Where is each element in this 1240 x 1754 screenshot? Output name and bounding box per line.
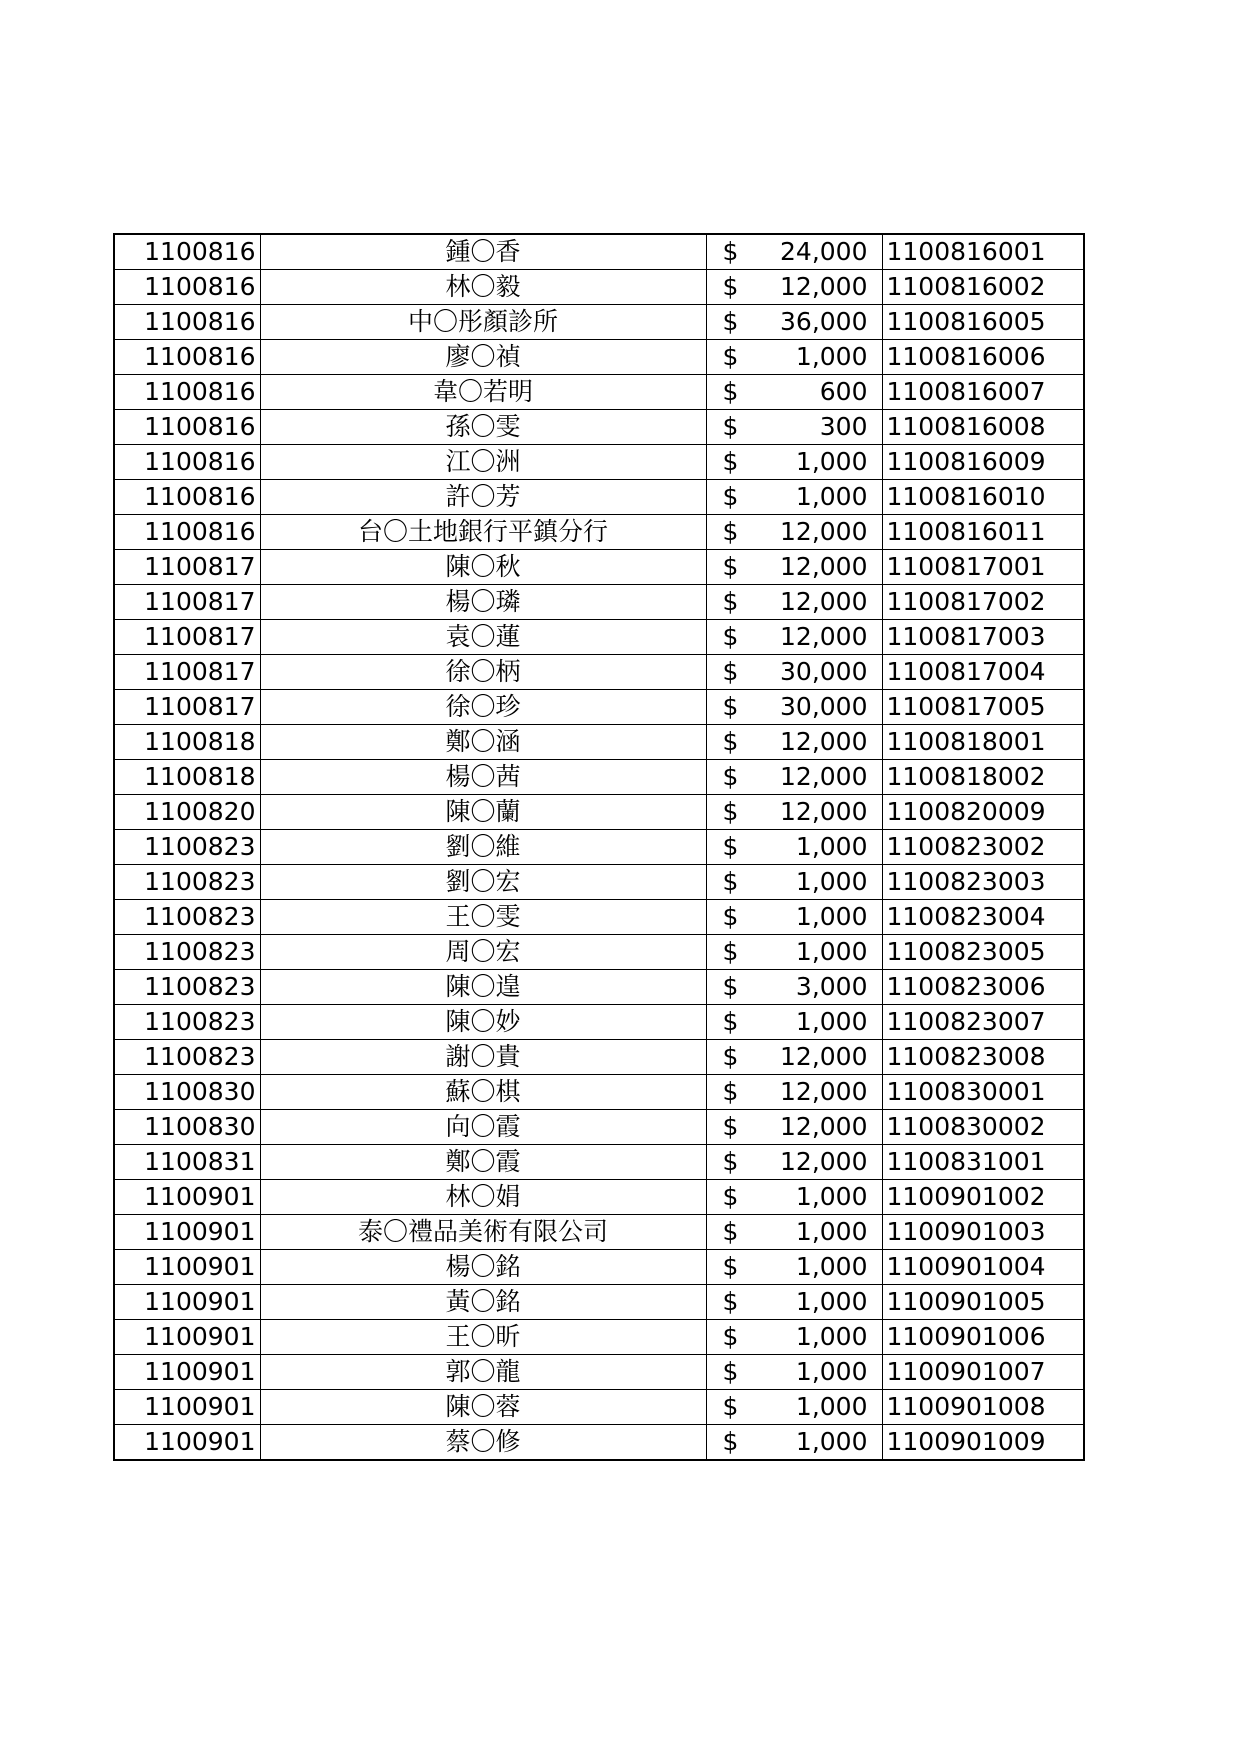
currency-symbol: $: [722, 517, 739, 546]
amount-cell: [706, 1215, 882, 1250]
donor-name-cell: 台〇土地銀行平鎮分行: [260, 515, 706, 550]
currency-symbol: $: [722, 937, 739, 966]
amount-cell: [706, 1075, 882, 1110]
currency-symbol: $: [722, 1182, 739, 1211]
amount-cell: [706, 375, 882, 410]
date-cell: 1100823: [114, 1040, 260, 1075]
currency-symbol: $: [722, 1217, 739, 1246]
receipt-number-cell: 1100823002: [882, 830, 1084, 865]
currency-symbol: $: [722, 237, 739, 266]
table-row: [114, 1250, 1084, 1285]
donor-name-cell: 郭〇龍: [260, 1355, 706, 1390]
amount-cell: [706, 1390, 882, 1425]
table-row: [114, 830, 1084, 865]
receipt-number-cell: 1100901009: [882, 1425, 1084, 1461]
currency-symbol: $: [722, 307, 739, 336]
amount-value: 1,000: [795, 447, 868, 476]
currency-symbol: $: [722, 552, 739, 581]
donor-name-cell: 廖〇禎: [260, 340, 706, 375]
amount-value: 30,000: [780, 657, 868, 686]
date-cell: 1100816: [114, 410, 260, 445]
amount-cell: [706, 305, 882, 340]
currency-symbol: $: [722, 1287, 739, 1316]
receipt-number-cell: 1100816002: [882, 270, 1084, 305]
amount-cell: [706, 900, 882, 935]
table-row: [114, 900, 1084, 935]
table-row: [114, 585, 1084, 620]
amount-value: 600: [819, 377, 868, 406]
amount-cell: [706, 760, 882, 795]
donor-name-cell: 陳〇遑: [260, 970, 706, 1005]
amount-cell: [706, 340, 882, 375]
table-row: [114, 1320, 1084, 1355]
date-cell: 1100818: [114, 760, 260, 795]
donor-name-cell: 江〇洲: [260, 445, 706, 480]
amount-cell: [706, 410, 882, 445]
receipt-number-cell: 1100816009: [882, 445, 1084, 480]
donor-name-cell: 徐〇珍: [260, 690, 706, 725]
amount-value: 1,000: [795, 1357, 868, 1386]
date-cell: 1100823: [114, 865, 260, 900]
currency-symbol: $: [722, 902, 739, 931]
table-row: [114, 620, 1084, 655]
receipt-number-cell: 1100823005: [882, 935, 1084, 970]
table-row: [114, 1180, 1084, 1215]
donor-name-cell: 袁〇蓮: [260, 620, 706, 655]
donor-name-cell: 孫〇雯: [260, 410, 706, 445]
currency-symbol: $: [722, 412, 739, 441]
date-cell: 1100816: [114, 445, 260, 480]
currency-symbol: $: [722, 762, 739, 791]
table-row: [114, 795, 1084, 830]
receipt-number-cell: 1100901007: [882, 1355, 1084, 1390]
amount-value: 1,000: [795, 1287, 868, 1316]
date-cell: 1100823: [114, 830, 260, 865]
receipt-number-cell: 1100818001: [882, 725, 1084, 760]
date-cell: 1100817: [114, 690, 260, 725]
amount-cell: [706, 1425, 882, 1461]
table-row: [114, 1285, 1084, 1320]
table-row: [114, 270, 1084, 305]
receipt-number-cell: 1100901004: [882, 1250, 1084, 1285]
amount-cell: [706, 445, 882, 480]
donor-name-cell: 黃〇銘: [260, 1285, 706, 1320]
amount-value: 12,000: [780, 272, 868, 301]
amount-cell: [706, 725, 882, 760]
receipt-number-cell: 1100818002: [882, 760, 1084, 795]
amount-cell: [706, 830, 882, 865]
donor-name-cell: 許〇芳: [260, 480, 706, 515]
date-cell: 1100816: [114, 375, 260, 410]
amount-cell: [706, 795, 882, 830]
amount-cell: [706, 1110, 882, 1145]
currency-symbol: $: [722, 1322, 739, 1351]
amount-cell: [706, 1005, 882, 1040]
amount-value: 12,000: [780, 517, 868, 546]
donor-name-cell: 中〇彤顏診所: [260, 305, 706, 340]
amount-value: 1,000: [795, 1007, 868, 1036]
date-cell: 1100816: [114, 340, 260, 375]
donor-name-cell: 韋〇若明: [260, 375, 706, 410]
date-cell: 1100817: [114, 550, 260, 585]
amount-cell: [706, 515, 882, 550]
receipt-number-cell: 1100817002: [882, 585, 1084, 620]
amount-value: 12,000: [780, 1077, 868, 1106]
currency-symbol: $: [722, 1042, 739, 1071]
donor-name-cell: 向〇霞: [260, 1110, 706, 1145]
donor-name-cell: 陳〇蘭: [260, 795, 706, 830]
amount-cell: [706, 1145, 882, 1180]
table-row: [114, 375, 1084, 410]
date-cell: 1100823: [114, 935, 260, 970]
donor-name-cell: 鄭〇涵: [260, 725, 706, 760]
amount-value: 1,000: [795, 937, 868, 966]
amount-value: 300: [819, 412, 868, 441]
receipt-number-cell: 1100816011: [882, 515, 1084, 550]
date-cell: 1100816: [114, 270, 260, 305]
currency-symbol: $: [722, 622, 739, 651]
amount-cell: [706, 550, 882, 585]
receipt-number-cell: 1100823008: [882, 1040, 1084, 1075]
currency-symbol: $: [722, 1392, 739, 1421]
amount-cell: [706, 970, 882, 1005]
amount-value: 1,000: [795, 1217, 868, 1246]
table-row: [114, 1145, 1084, 1180]
receipt-number-cell: 1100817005: [882, 690, 1084, 725]
receipt-number-cell: 1100816001: [882, 234, 1084, 270]
amount-cell: [706, 234, 882, 270]
donor-name-cell: 王〇雯: [260, 900, 706, 935]
amount-cell: [706, 620, 882, 655]
currency-symbol: $: [722, 1112, 739, 1141]
date-cell: 1100817: [114, 655, 260, 690]
table-row: [114, 1355, 1084, 1390]
amount-value: 1,000: [795, 1322, 868, 1351]
receipt-number-cell: 1100831001: [882, 1145, 1084, 1180]
table-row: [114, 1110, 1084, 1145]
donor-name-cell: 林〇娟: [260, 1180, 706, 1215]
donor-name-cell: 陳〇秋: [260, 550, 706, 585]
amount-value: 12,000: [780, 1147, 868, 1176]
table-row: [114, 340, 1084, 375]
date-cell: 1100818: [114, 725, 260, 760]
table-row: [114, 515, 1084, 550]
table-row: [114, 1425, 1084, 1461]
currency-symbol: $: [722, 832, 739, 861]
amount-cell: [706, 585, 882, 620]
currency-symbol: $: [722, 797, 739, 826]
table-row: [114, 234, 1084, 270]
currency-symbol: $: [722, 447, 739, 476]
date-cell: 1100823: [114, 970, 260, 1005]
currency-symbol: $: [722, 1147, 739, 1176]
table-row: [114, 1040, 1084, 1075]
donor-name-cell: 劉〇維: [260, 830, 706, 865]
amount-cell: [706, 1320, 882, 1355]
currency-symbol: $: [722, 1077, 739, 1106]
amount-value: 3,000: [795, 972, 868, 1001]
date-cell: 1100830: [114, 1075, 260, 1110]
receipt-number-cell: 1100823004: [882, 900, 1084, 935]
table-row: [114, 550, 1084, 585]
date-cell: 1100831: [114, 1145, 260, 1180]
currency-symbol: $: [722, 587, 739, 616]
amount-cell: [706, 1285, 882, 1320]
date-cell: 1100817: [114, 585, 260, 620]
receipt-number-cell: 1100901003: [882, 1215, 1084, 1250]
table-row: [114, 1215, 1084, 1250]
date-cell: 1100816: [114, 515, 260, 550]
receipt-number-cell: 1100816007: [882, 375, 1084, 410]
amount-value: 1,000: [795, 1427, 868, 1456]
donor-name-cell: 陳〇蓉: [260, 1390, 706, 1425]
donor-name-cell: 楊〇銘: [260, 1250, 706, 1285]
amount-cell: [706, 690, 882, 725]
amount-cell: [706, 655, 882, 690]
receipt-number-cell: 1100817004: [882, 655, 1084, 690]
currency-symbol: $: [722, 1252, 739, 1281]
table-row: [114, 480, 1084, 515]
date-cell: 1100901: [114, 1390, 260, 1425]
amount-value: 12,000: [780, 762, 868, 791]
amount-cell: [706, 1250, 882, 1285]
donor-name-cell: 蘇〇棋: [260, 1075, 706, 1110]
table-row: [114, 1390, 1084, 1425]
receipt-number-cell: 1100816005: [882, 305, 1084, 340]
amount-value: 12,000: [780, 622, 868, 651]
amount-value: 1,000: [795, 342, 868, 371]
receipt-number-cell: 1100830001: [882, 1075, 1084, 1110]
donor-name-cell: 楊〇茜: [260, 760, 706, 795]
date-cell: 1100901: [114, 1355, 260, 1390]
table-row: [114, 1005, 1084, 1040]
currency-symbol: $: [722, 377, 739, 406]
receipt-number-cell: 1100816008: [882, 410, 1084, 445]
date-cell: 1100816: [114, 480, 260, 515]
receipt-number-cell: 1100823003: [882, 865, 1084, 900]
amount-value: 12,000: [780, 1112, 868, 1141]
donor-name-cell: 謝〇貴: [260, 1040, 706, 1075]
receipt-number-cell: 1100816006: [882, 340, 1084, 375]
amount-value: 12,000: [780, 587, 868, 616]
amount-cell: [706, 1040, 882, 1075]
donor-name-cell: 周〇宏: [260, 935, 706, 970]
amount-value: 1,000: [795, 902, 868, 931]
currency-symbol: $: [722, 272, 739, 301]
amount-value: 36,000: [780, 307, 868, 336]
amount-value: 1,000: [795, 482, 868, 511]
date-cell: 1100816: [114, 234, 260, 270]
amount-cell: [706, 270, 882, 305]
amount-value: 1,000: [795, 1392, 868, 1421]
receipt-number-cell: 1100820009: [882, 795, 1084, 830]
table-row: [114, 690, 1084, 725]
currency-symbol: $: [722, 692, 739, 721]
donor-name-cell: 徐〇柄: [260, 655, 706, 690]
amount-value: 24,000: [780, 237, 868, 266]
amount-value: 1,000: [795, 867, 868, 896]
amount-value: 12,000: [780, 552, 868, 581]
date-cell: 1100901: [114, 1425, 260, 1461]
donor-name-cell: 林〇毅: [260, 270, 706, 305]
receipt-number-cell: 1100823006: [882, 970, 1084, 1005]
table-row: [114, 410, 1084, 445]
date-cell: 1100820: [114, 795, 260, 830]
receipt-number-cell: 1100901006: [882, 1320, 1084, 1355]
date-cell: 1100816: [114, 305, 260, 340]
table-row: [114, 760, 1084, 795]
donor-name-cell: 陳〇妙: [260, 1005, 706, 1040]
table-row: [114, 970, 1084, 1005]
donor-name-cell: 王〇昕: [260, 1320, 706, 1355]
currency-symbol: $: [722, 972, 739, 1001]
donor-name-cell: 泰〇禮品美術有限公司: [260, 1215, 706, 1250]
receipt-number-cell: 1100817003: [882, 620, 1084, 655]
amount-value: 1,000: [795, 832, 868, 861]
donor-name-cell: 楊〇璘: [260, 585, 706, 620]
receipt-number-cell: 1100817001: [882, 550, 1084, 585]
date-cell: 1100901: [114, 1215, 260, 1250]
table-row: [114, 725, 1084, 760]
donation-table: [113, 233, 1085, 1461]
date-cell: 1100830: [114, 1110, 260, 1145]
currency-symbol: $: [722, 1007, 739, 1036]
table-row: [114, 1075, 1084, 1110]
donor-name-cell: 鍾〇香: [260, 234, 706, 270]
table-row: [114, 305, 1084, 340]
date-cell: 1100901: [114, 1180, 260, 1215]
amount-cell: [706, 1355, 882, 1390]
amount-cell: [706, 935, 882, 970]
amount-value: 12,000: [780, 727, 868, 756]
amount-value: 12,000: [780, 1042, 868, 1071]
receipt-number-cell: 1100901005: [882, 1285, 1084, 1320]
table-row: [114, 865, 1084, 900]
currency-symbol: $: [722, 657, 739, 686]
amount-cell: [706, 1180, 882, 1215]
date-cell: 1100817: [114, 620, 260, 655]
table-row: [114, 655, 1084, 690]
donor-name-cell: 蔡〇修: [260, 1425, 706, 1461]
donation-table-body: [114, 234, 1084, 1460]
amount-value: 12,000: [780, 797, 868, 826]
currency-symbol: $: [722, 1427, 739, 1456]
receipt-number-cell: 1100830002: [882, 1110, 1084, 1145]
table-row: [114, 445, 1084, 480]
amount-cell: [706, 480, 882, 515]
date-cell: 1100823: [114, 900, 260, 935]
receipt-number-cell: 1100816010: [882, 480, 1084, 515]
currency-symbol: $: [722, 867, 739, 896]
amount-value: 30,000: [780, 692, 868, 721]
donor-name-cell: 鄭〇霞: [260, 1145, 706, 1180]
amount-value: 1,000: [795, 1252, 868, 1281]
date-cell: 1100901: [114, 1250, 260, 1285]
date-cell: 1100901: [114, 1285, 260, 1320]
receipt-number-cell: 1100901002: [882, 1180, 1084, 1215]
date-cell: 1100901: [114, 1320, 260, 1355]
date-cell: 1100823: [114, 1005, 260, 1040]
currency-symbol: $: [722, 1357, 739, 1386]
currency-symbol: $: [722, 727, 739, 756]
donor-name-cell: 劉〇宏: [260, 865, 706, 900]
currency-symbol: $: [722, 482, 739, 511]
amount-cell: [706, 865, 882, 900]
receipt-number-cell: 1100901008: [882, 1390, 1084, 1425]
currency-symbol: $: [722, 342, 739, 371]
table-row: [114, 935, 1084, 970]
amount-value: 1,000: [795, 1182, 868, 1211]
receipt-number-cell: 1100823007: [882, 1005, 1084, 1040]
